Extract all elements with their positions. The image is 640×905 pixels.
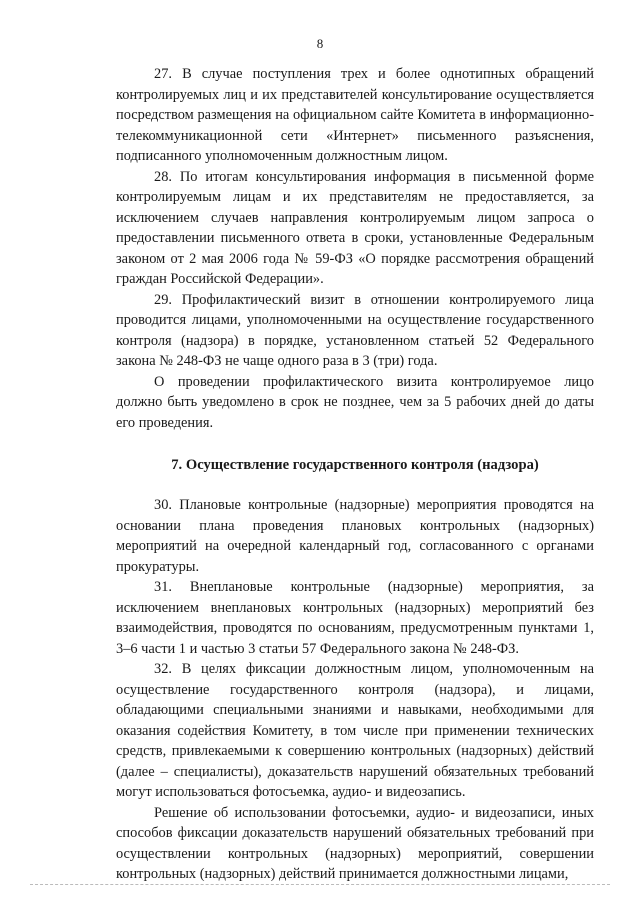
- page-number: 8: [316, 36, 324, 51]
- document-body: [116, 64, 594, 885]
- paragraph-28: 28. По итогам консультирования информация в письменной форме контролируемым лицам и их представителям не предоставляется, за исключением случаев направления контролируемым лицом запроса о предоставлении письменного ответа в сроки, установленные Федеральным законом от 2 мая 2006 года № 59-ФЗ «О порядке рассмотрения обращений граждан Российской Федерации».: [116, 168, 594, 287]
- paragraph-31: 31. Внеплановые контрольные (надзорные) мероприятия, за исключением внеплановых контрольных (надзорных) мероприятий без взаимодействия, проводятся по основаниям, предусмотренным пунктами 1, 3–6 части 1 и частью 3 статьи 57 Федерального закона № 248-ФЗ.: [116, 579, 594, 657]
- paragraph-32: 32. В целях фиксации должностным лицом, уполномоченным на осуществление государственного контроля (надзора), и лицами, обладающими специальными знаниями и навыками, необходимыми для оказания содействия Комитету, в том числе при применении технических средств, привлекаемыми к совершению контрольных (надзорных) действий (далее – специалисты), доказательств нарушений обязательных требований могут использоваться фотосъемка, аудио- и видеозапись.: [116, 661, 594, 800]
- scan-bottom-edge: [30, 884, 610, 885]
- paragraph-29: 29. Профилактический визит в отношении контролируемого лица проводится лицами, уполномоченными на осуществление государственного контроля (надзора) в порядке, установленном статьей 52 Федерального закона № 248-ФЗ не чаще одного раза в 3 (три) года.: [116, 291, 594, 369]
- paragraph-30: 30. Плановые контрольные (надзорные) мероприятия проводятся на основании плана проведения плановых контрольных (надзорных) мероприятий на очередной календарный год, согласованного с органами прокуратуры.: [116, 497, 594, 575]
- paragraph-27: 27. В случае поступления трех и более однотипных обращений контролируемых лиц и их представителей консультирование осуществляется посредством размещения на официальном сайте Комитета в информационно-телекоммуникационной сети «Интернет» письменного разъяснения, подписанного уполномоченным должностным лицом.: [116, 66, 594, 164]
- paragraph-32-continued: Решение об использовании фотосъемки, аудио- и видеозаписи, иных способов фиксации доказательств нарушений обязательных требований при осуществлении контрольных (надзорных) мероприятий, совершении контрольных (надзорных) действий принимается должностными лицами,: [116, 804, 594, 882]
- paragraph-29-note: О проведении профилактического визита контролируемое лицо должно быть уведомлено в срок не позднее, чем за 5 рабочих дней до даты его проведения.: [116, 373, 594, 431]
- section-heading: 7. Осуществление государственного контроля (надзора): [171, 457, 539, 473]
